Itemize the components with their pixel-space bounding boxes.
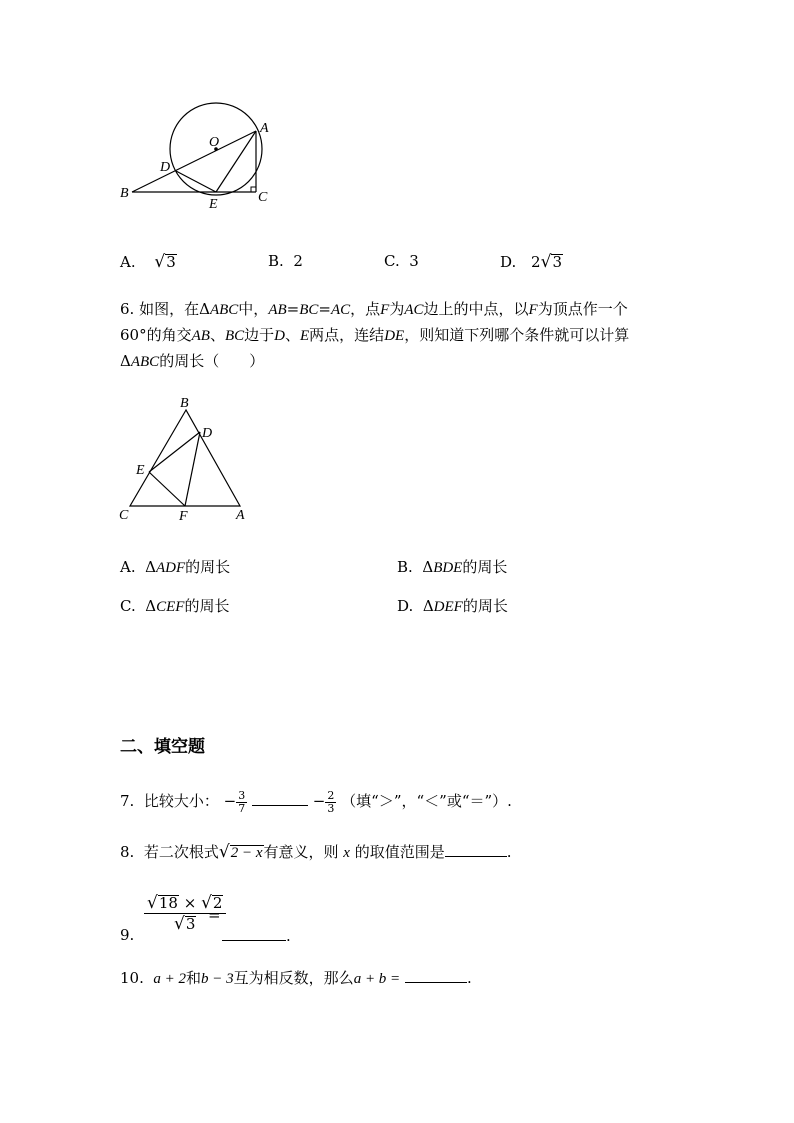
- q9-number: 9.: [120, 926, 135, 944]
- q9-fraction: √18 × √2 √3: [144, 893, 226, 934]
- q10-answer-blank[interactable]: [405, 968, 467, 983]
- q5-option-a: A. √3: [120, 252, 176, 272]
- q6-option-a: A. ΔADF的周长: [120, 558, 231, 576]
- q6-option-b: B. ΔBDE的周长: [397, 558, 508, 576]
- q6-line-ED: [149, 432, 200, 472]
- q6-label-C: C: [119, 508, 129, 523]
- q7-fraction-2: $\frac{2}{3}$: [327, 788, 335, 815]
- q7-answer-blank[interactable]: [252, 791, 308, 806]
- q6-line1: 6. 如图，在ΔABC中，AB=BC=AC，点F为AC边上的中点，以F为顶点作一个: [120, 300, 628, 318]
- q8: 8. 若二次根式√2 − x有意义，则 x 的取值范围是 .: [120, 842, 512, 862]
- q6-label-F: F: [179, 509, 188, 524]
- q8-answer-blank[interactable]: [445, 842, 507, 857]
- q5-option-c: C. 3: [384, 252, 419, 270]
- q6-line-DF: [185, 432, 200, 506]
- q9-answer: .: [222, 926, 291, 945]
- q6-line-EF: [149, 472, 185, 506]
- q5-label-C: C: [258, 190, 268, 205]
- q5-label-A: A: [260, 121, 269, 136]
- q6-figure: [112, 390, 262, 525]
- q6-label-E: E: [136, 463, 145, 478]
- q5-figure: [110, 95, 290, 215]
- q9-equals: =: [208, 906, 221, 924]
- q5-right-angle-mark: [251, 187, 256, 192]
- q6-triangle-ABC: [130, 410, 240, 506]
- q7-fraction-1: $\frac{3}{7}$: [238, 788, 246, 815]
- q6-label-B: B: [180, 396, 189, 411]
- q5-line-DE: [176, 171, 216, 192]
- q10: 10. a + 2和b − 3互为相反数，那么a + b = .: [120, 969, 472, 987]
- q6-label-D: D: [202, 426, 213, 441]
- q7: 7. 比较大小： − $\frac{3}{7}$ − $\frac{2}{3}$ （填“＞”，“＜”或“＝”）.: [120, 788, 512, 815]
- q6-option-c: C. ΔCEF的周长: [120, 597, 230, 615]
- q5-label-B: B: [120, 186, 129, 201]
- q6-line3: ΔABC的周长（ ）: [120, 352, 265, 370]
- q5-label-O: O: [209, 135, 220, 150]
- q6-line2: 60°的角交AB、BC边于D、E两点，连结DE，则知道下列哪个条件就可以计算: [120, 326, 630, 344]
- section-heading: 二、填空题: [120, 737, 205, 757]
- q5-line-BA: [132, 131, 256, 192]
- q5-line-AE: [216, 131, 256, 192]
- q6-option-d: D. ΔDEF的周长: [397, 597, 508, 615]
- q5-option-b: B. 2: [268, 252, 303, 270]
- q5-option-d: D. 2√3: [500, 252, 562, 272]
- q5-label-D: D: [160, 160, 171, 175]
- q6-label-A: A: [236, 508, 245, 523]
- q9-answer-blank[interactable]: [222, 926, 286, 941]
- q5-label-E: E: [209, 197, 218, 212]
